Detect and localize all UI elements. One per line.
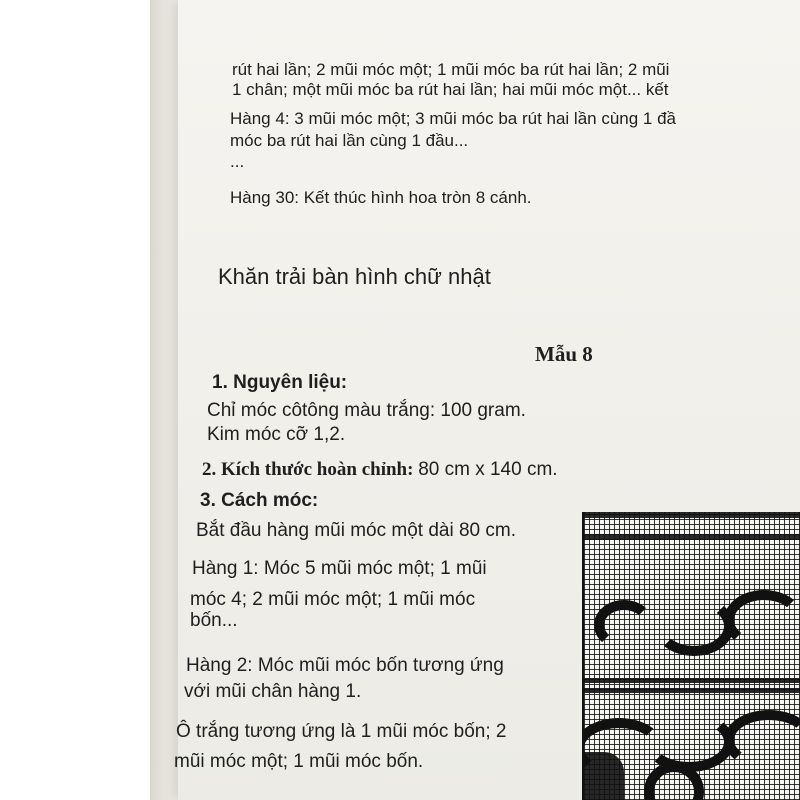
- chart-motif: [724, 590, 800, 650]
- chart-motif: [644, 712, 734, 772]
- row1-line: bốn...: [190, 610, 238, 631]
- method-start: Bắt đầu hàng mũi móc một dài 80 cm.: [196, 520, 516, 541]
- chart-band: [584, 688, 800, 693]
- text-line: Hàng 30: Kết thúc hình hoa tròn 8 cánh.: [230, 188, 532, 207]
- size-value: 80 cm x 140 cm.: [418, 459, 558, 480]
- chart-band: [584, 512, 800, 518]
- chart-motif: [724, 710, 800, 770]
- white-square-line: mũi móc một; 1 mũi móc bốn.: [174, 751, 424, 772]
- row2-line: Hàng 2: Móc mũi móc bốn tương ứng: [186, 655, 504, 676]
- text-line: ...: [230, 152, 245, 171]
- crochet-chart-icon: [582, 512, 800, 800]
- text-line: rút hai lần; 2 mũi móc một; 1 mũi móc ba rút hai lần; 2 mũi: [232, 60, 670, 79]
- materials-heading: 1. Nguyên liệu:: [212, 372, 348, 393]
- show-through-text: [546, 136, 549, 152]
- materials-thread: Chỉ móc côtông màu trắng: 100 gram.: [207, 400, 526, 421]
- method-heading: 3. Cách móc:: [200, 490, 319, 511]
- chart-motif: [594, 600, 654, 650]
- chart-motif: [654, 596, 734, 656]
- row1-line: Hàng 1: Móc 5 mũi móc một; 1 mũi: [192, 558, 487, 579]
- chart-motif: [584, 752, 624, 800]
- white-square-line: Ô trắng tương ứng là 1 mũi móc bốn; 2: [176, 721, 507, 742]
- text-line: 1 chân; một mũi móc ba rút hai lần; hai mũi móc một... kết: [232, 80, 669, 99]
- materials-hook: Kim móc cỡ 1,2.: [207, 424, 346, 445]
- row1-line: móc 4; 2 mũi móc một; 1 mũi móc: [190, 589, 476, 610]
- text-line: Hàng 4: 3 mũi móc một; 3 mũi móc ba rút hai lần cùng 1 đầ: [230, 109, 677, 128]
- section-title: Khăn trải bàn hình chữ nhật: [218, 264, 491, 289]
- pattern-number: Mẫu 8: [535, 342, 593, 366]
- chart-band: [584, 678, 800, 683]
- row2-line: với mũi chân hàng 1.: [184, 681, 362, 702]
- size-heading: 2. Kích thước hoàn chỉnh:: [202, 459, 414, 480]
- text-line: móc ba rút hai lần cùng 1 đầu...: [230, 131, 469, 150]
- chart-band: [584, 534, 800, 540]
